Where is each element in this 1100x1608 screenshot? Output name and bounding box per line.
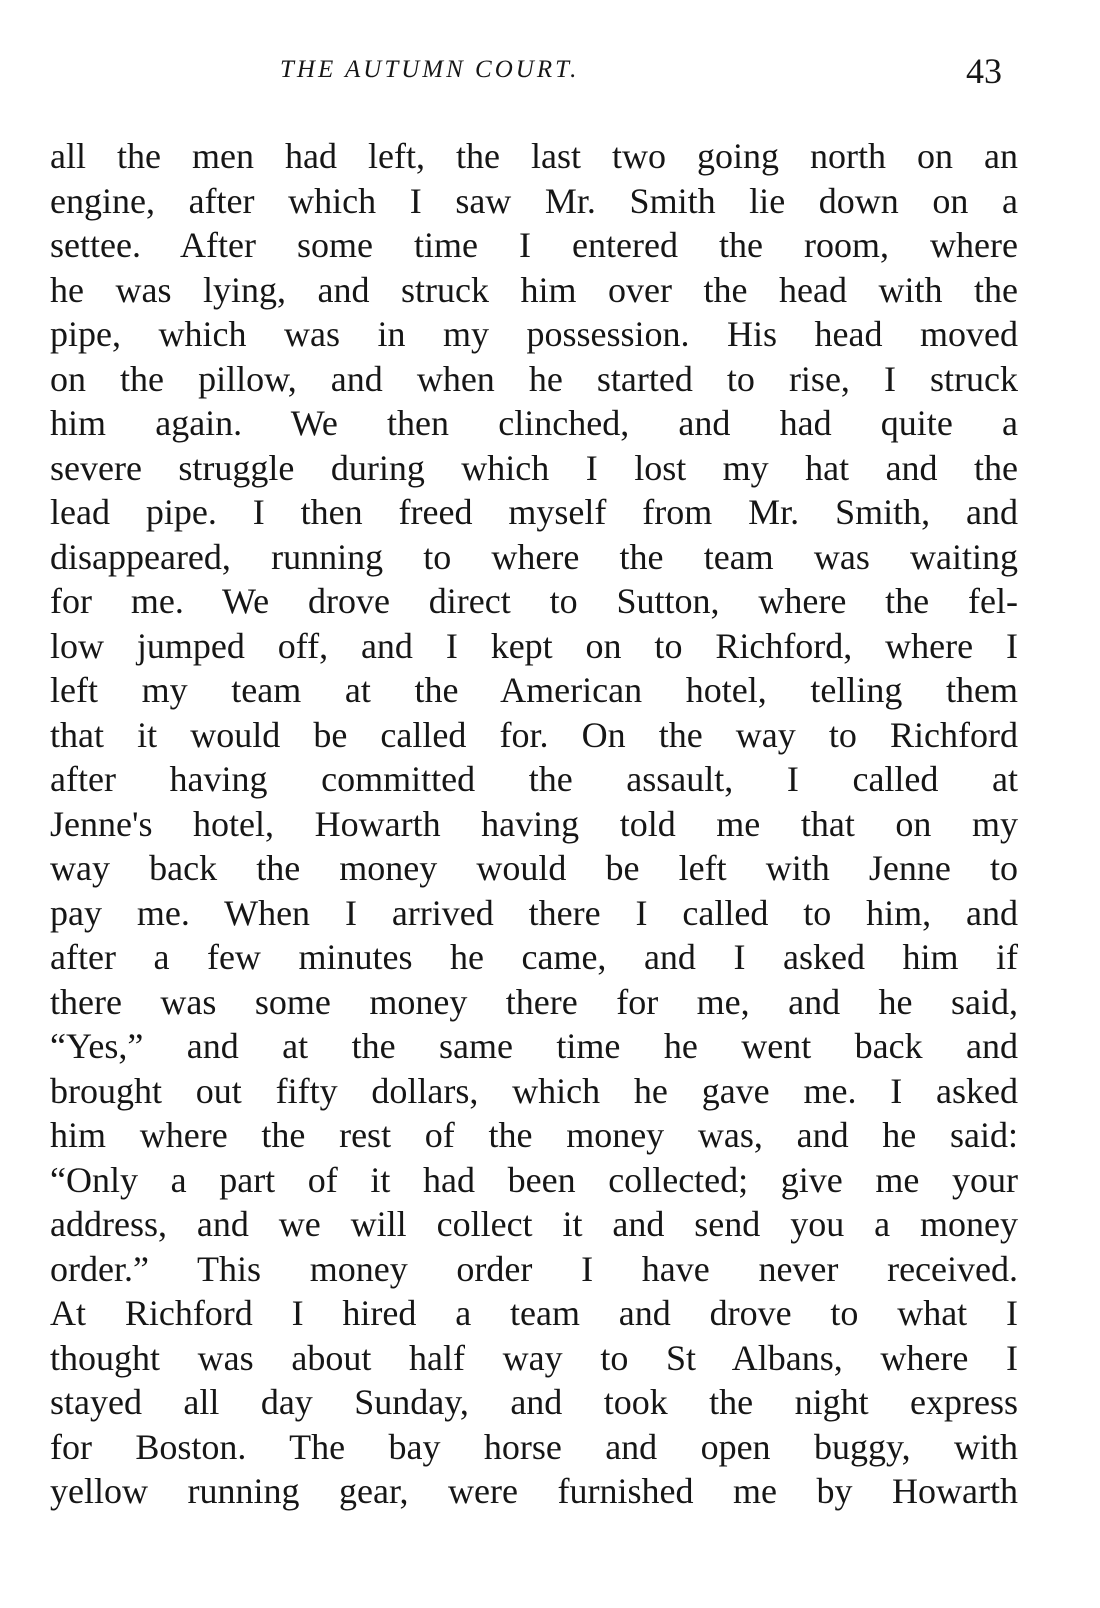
text-line: for Boston. The bay horse and open buggy, with [50, 1426, 1018, 1467]
text-line: address, and we will collect it and send you a money [50, 1204, 1018, 1244]
text-line: At Richford I hired a team and drove to what I [50, 1293, 1018, 1333]
text-line: order.” This money order I have never received. [50, 1248, 1018, 1289]
text-line: stayed all day Sunday, and took the night express [50, 1382, 1018, 1422]
text-line: thought was about half way to St Albans, where I [50, 1337, 1018, 1378]
text-line: him where the rest of the money was, and he said: [50, 1115, 1018, 1155]
text-line: on the pillow, and when he started to rise, I struck [50, 358, 1018, 399]
text-line: after a few minutes he came, and I asked him if [50, 937, 1018, 977]
text-line: there was some money there for me, and he said, [50, 981, 1018, 1022]
text-line: “Only a part of it had been collected; give me your [50, 1159, 1018, 1200]
text-line: all the men had left, the last two going north on an [50, 136, 1018, 176]
page-number: 43 [966, 51, 1002, 91]
text-line: lead pipe. I then freed myself from Mr. Smith, and [50, 492, 1018, 532]
text-line: yellow running gear, were furnished me by Howarth [50, 1471, 1018, 1511]
text-line: Jenne's hotel, Howarth having told me that on my [50, 803, 1018, 844]
body-text [50, 134, 1018, 1514]
text-line: low jumped off, and I kept on to Richford, where I [50, 625, 1018, 666]
text-line: brought out fifty dollars, which he gave me. I asked [50, 1070, 1018, 1111]
running-title: THE AUTUMN COURT. [280, 56, 580, 83]
text-line: severe struggle during which I lost my hat and the [50, 447, 1018, 488]
text-line: that it would be called for. On the way to Richford [50, 714, 1018, 755]
text-line: way back the money would be left with Jenne to [50, 848, 1018, 888]
text-line: settee. After some time I entered the room, where [50, 225, 1018, 265]
text-line: left my team at the American hotel, telling them [50, 670, 1018, 710]
text-line: engine, after which I saw Mr. Smith lie down on a [50, 180, 1018, 221]
text-line: him again. We then clinched, and had quite a [50, 403, 1018, 443]
text-line: pay me. When I arrived there I called to him, and [50, 892, 1018, 933]
text-line: pipe, which was in my possession. His head moved [50, 314, 1018, 354]
text-line: after having committed the assault, I called at [50, 759, 1018, 799]
text-line: for me. We drove direct to Sutton, where the fel- [50, 581, 1018, 621]
text-line: disappeared, running to where the team was waiting [50, 536, 1018, 577]
text-line: he was lying, and struck him over the head with the [50, 269, 1018, 310]
text-line: “Yes,” and at the same time he went back and [50, 1026, 1018, 1066]
running-header [0, 50, 1100, 100]
